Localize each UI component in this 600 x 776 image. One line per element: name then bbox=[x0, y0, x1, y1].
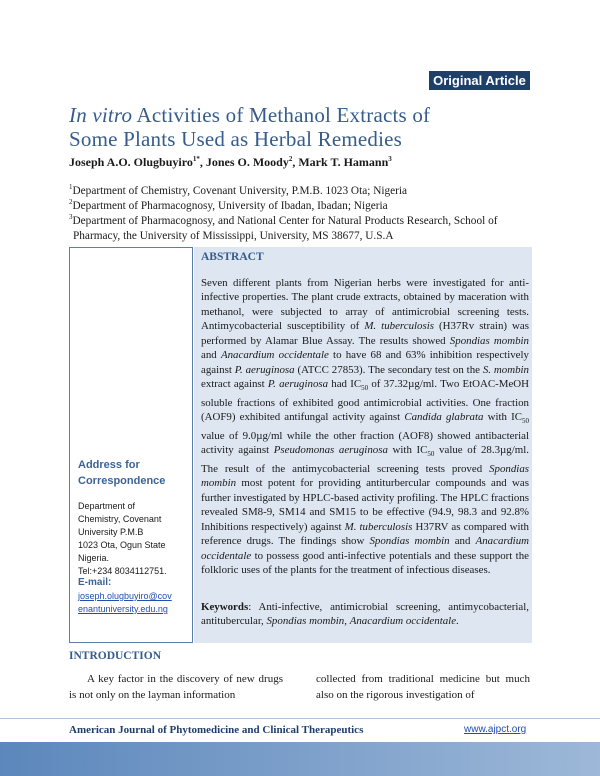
introduction-column-2: collected from traditional medicine but much also on the rigorous investigation of bbox=[316, 673, 530, 701]
keywords-text: . bbox=[456, 615, 459, 628]
author-name: Mark T. Hamann bbox=[298, 155, 389, 169]
abstract-species: Spondias mombin bbox=[201, 462, 529, 490]
abstract-text: extract against bbox=[201, 378, 268, 391]
abstract-species: P. aeruginosa bbox=[267, 378, 329, 391]
abstract-heading: ABSTRACT bbox=[201, 251, 264, 263]
abstract-text: and bbox=[201, 349, 221, 362]
abstract-subscript: 50 bbox=[522, 417, 529, 426]
abstract-text: H37RV as compared with reference drugs. The findings show bbox=[201, 520, 530, 548]
author-separator: , bbox=[292, 155, 299, 169]
address-line: Nigeria. bbox=[78, 553, 110, 563]
abstract-species: S. mombin bbox=[482, 363, 529, 376]
introduction-column-1: A key factor in the discovery of new drugs is not only on the layman information bbox=[69, 673, 283, 701]
abstract-text: (ATCC 27853). The secondary test on the bbox=[294, 363, 483, 376]
footer-divider bbox=[0, 718, 600, 719]
abstract-species: Spondias mombin bbox=[449, 334, 530, 347]
abstract-body bbox=[201, 276, 529, 578]
footer-website-link[interactable]: www.ajpct.org bbox=[464, 724, 527, 735]
abstract-species: M. tuberculosis bbox=[344, 520, 413, 533]
author-name: Jones O. Moody bbox=[205, 155, 289, 169]
affiliation-number: 3 bbox=[69, 213, 73, 221]
keywords bbox=[201, 600, 529, 629]
address-line: Chemistry, Covenant bbox=[78, 514, 162, 524]
abstract-text: had IC bbox=[328, 378, 362, 391]
abstract-text: most potent for providing antiturbercular compounds and was further investigated by HPLC-based activity profiling. The HPLC fractions revealed SM8-9, SM14 and SM15 to be effective (94.9, 98.3 and 92.8% Inhibitions respectively) against bbox=[201, 477, 529, 533]
address-line: University P.M.B bbox=[78, 527, 144, 537]
abstract-subscript: 50 bbox=[427, 450, 435, 459]
abstract-text: value of 28.3µg/ml. The result of the antimycobacterial screening tests proved bbox=[201, 444, 529, 475]
abstract-species: Candida glabrata bbox=[404, 411, 484, 424]
title-line-2: Some Plants Used as Herbal Remedies bbox=[69, 127, 403, 151]
author-affiliation-mark: 1* bbox=[192, 155, 200, 163]
affiliation-text: Department of Pharmacognosy, University of Ibadan, Ibadan; Nigeria bbox=[72, 199, 388, 212]
abstract-text: value of 9.0µg/ml while the other fraction (AOF8) showed antibacterial activity against bbox=[201, 429, 529, 457]
article-title bbox=[69, 103, 539, 151]
abstract-text: with IC bbox=[387, 444, 428, 457]
author-affiliation-mark: 3 bbox=[388, 155, 392, 163]
abstract-subscript: 50 bbox=[361, 384, 369, 393]
affiliation-number: 1 bbox=[69, 183, 73, 191]
footer-band bbox=[0, 742, 600, 776]
phone-line: Tel:+234 8034112751. bbox=[78, 566, 167, 576]
abstract-text: of 37.32µg/ml. Two EtOAC-MeOH soluble fractions of exhibited good antimicrobial activities. One fraction (AOF9) exhibited antifungal activity against bbox=[201, 378, 530, 424]
title-italic: In vitro bbox=[69, 103, 133, 127]
abstract-species: Spondias mombin bbox=[369, 535, 450, 548]
keywords-text: , bbox=[344, 615, 350, 628]
abstract-text: (H37Rv strain) was performed by Alamar Blue Assay. The results showed bbox=[201, 320, 529, 347]
abstract-text: with IC bbox=[483, 411, 522, 424]
abstract-text: to have 68 and 63% inhibition respectively against bbox=[201, 349, 529, 376]
author-list bbox=[69, 155, 539, 170]
correspondence-heading-line-2: Correspondence bbox=[78, 475, 166, 487]
footer-journal-name: American Journal of Phytomedicine and Clinical Therapeutics bbox=[69, 724, 364, 736]
author-affiliation-mark: 2 bbox=[288, 155, 293, 163]
keywords-text: : Anti-infective, antimicrobial screening, antimycobacterial, antitubercular, bbox=[201, 601, 529, 628]
abstract-text: Seven different plants from Nigerian herbs were investigated for anti-infective properties. The plant crude extracts, obtained by maceration with methanol, were subjected to array of antimicrobial screening tests. Antimycobacterial susceptibility of bbox=[201, 277, 529, 333]
affiliation-3 bbox=[69, 210, 539, 244]
title-line-1: Activities of Methanol Extracts of bbox=[132, 103, 431, 127]
affiliation-number: 2 bbox=[69, 198, 73, 206]
affiliation-text: Department of Chemistry, Covenant University, P.M.B. 1023 Ota; Nigeria bbox=[72, 184, 408, 197]
affiliation-text-continued: Pharmacy, the University of Mississippi, University, MS 38677, U.S.A bbox=[73, 229, 394, 242]
author-name: Joseph A.O. Olugbuyiro bbox=[69, 155, 193, 169]
abstract-text: to possess good anti-infective potentials and these support the folkloric uses of the plants for the treatment of infectious diseases. bbox=[201, 549, 529, 577]
article-type-badge: Original Article bbox=[429, 71, 530, 90]
abstract-species: Anacardium occidentale bbox=[220, 349, 329, 362]
keywords-label: Keywords bbox=[201, 601, 249, 613]
address-line: 1023 Ota, Ogun State bbox=[78, 540, 166, 550]
keyword-species: Spondias mombin bbox=[266, 615, 345, 628]
address-line: Department of bbox=[78, 501, 136, 511]
keyword-species: Anacardium occidentale bbox=[349, 615, 457, 628]
abstract-species: M. tuberculosis bbox=[364, 320, 435, 333]
email-link-part-2[interactable]: enantuniversity.edu.ng bbox=[78, 604, 168, 614]
abstract-species: Pseudomonas aeruginosa bbox=[273, 444, 388, 457]
abstract-species: P. aeruginosa bbox=[234, 363, 295, 376]
abstract-species: Anacardium occidentale bbox=[201, 535, 530, 562]
correspondence-heading bbox=[78, 457, 188, 489]
affiliation-text: Department of Pharmacognosy, and National Center for Natural Products Research, School of bbox=[72, 214, 498, 227]
email-link-part-1[interactable]: joseph.olugbuyiro@cov bbox=[78, 591, 172, 601]
author-separator: , bbox=[199, 155, 206, 169]
email-label: E-mail: bbox=[78, 577, 112, 588]
correspondence-heading-line-1: Address for bbox=[78, 459, 140, 471]
abstract-text: and bbox=[449, 535, 476, 548]
introduction-heading: INTRODUCTION bbox=[69, 650, 162, 662]
